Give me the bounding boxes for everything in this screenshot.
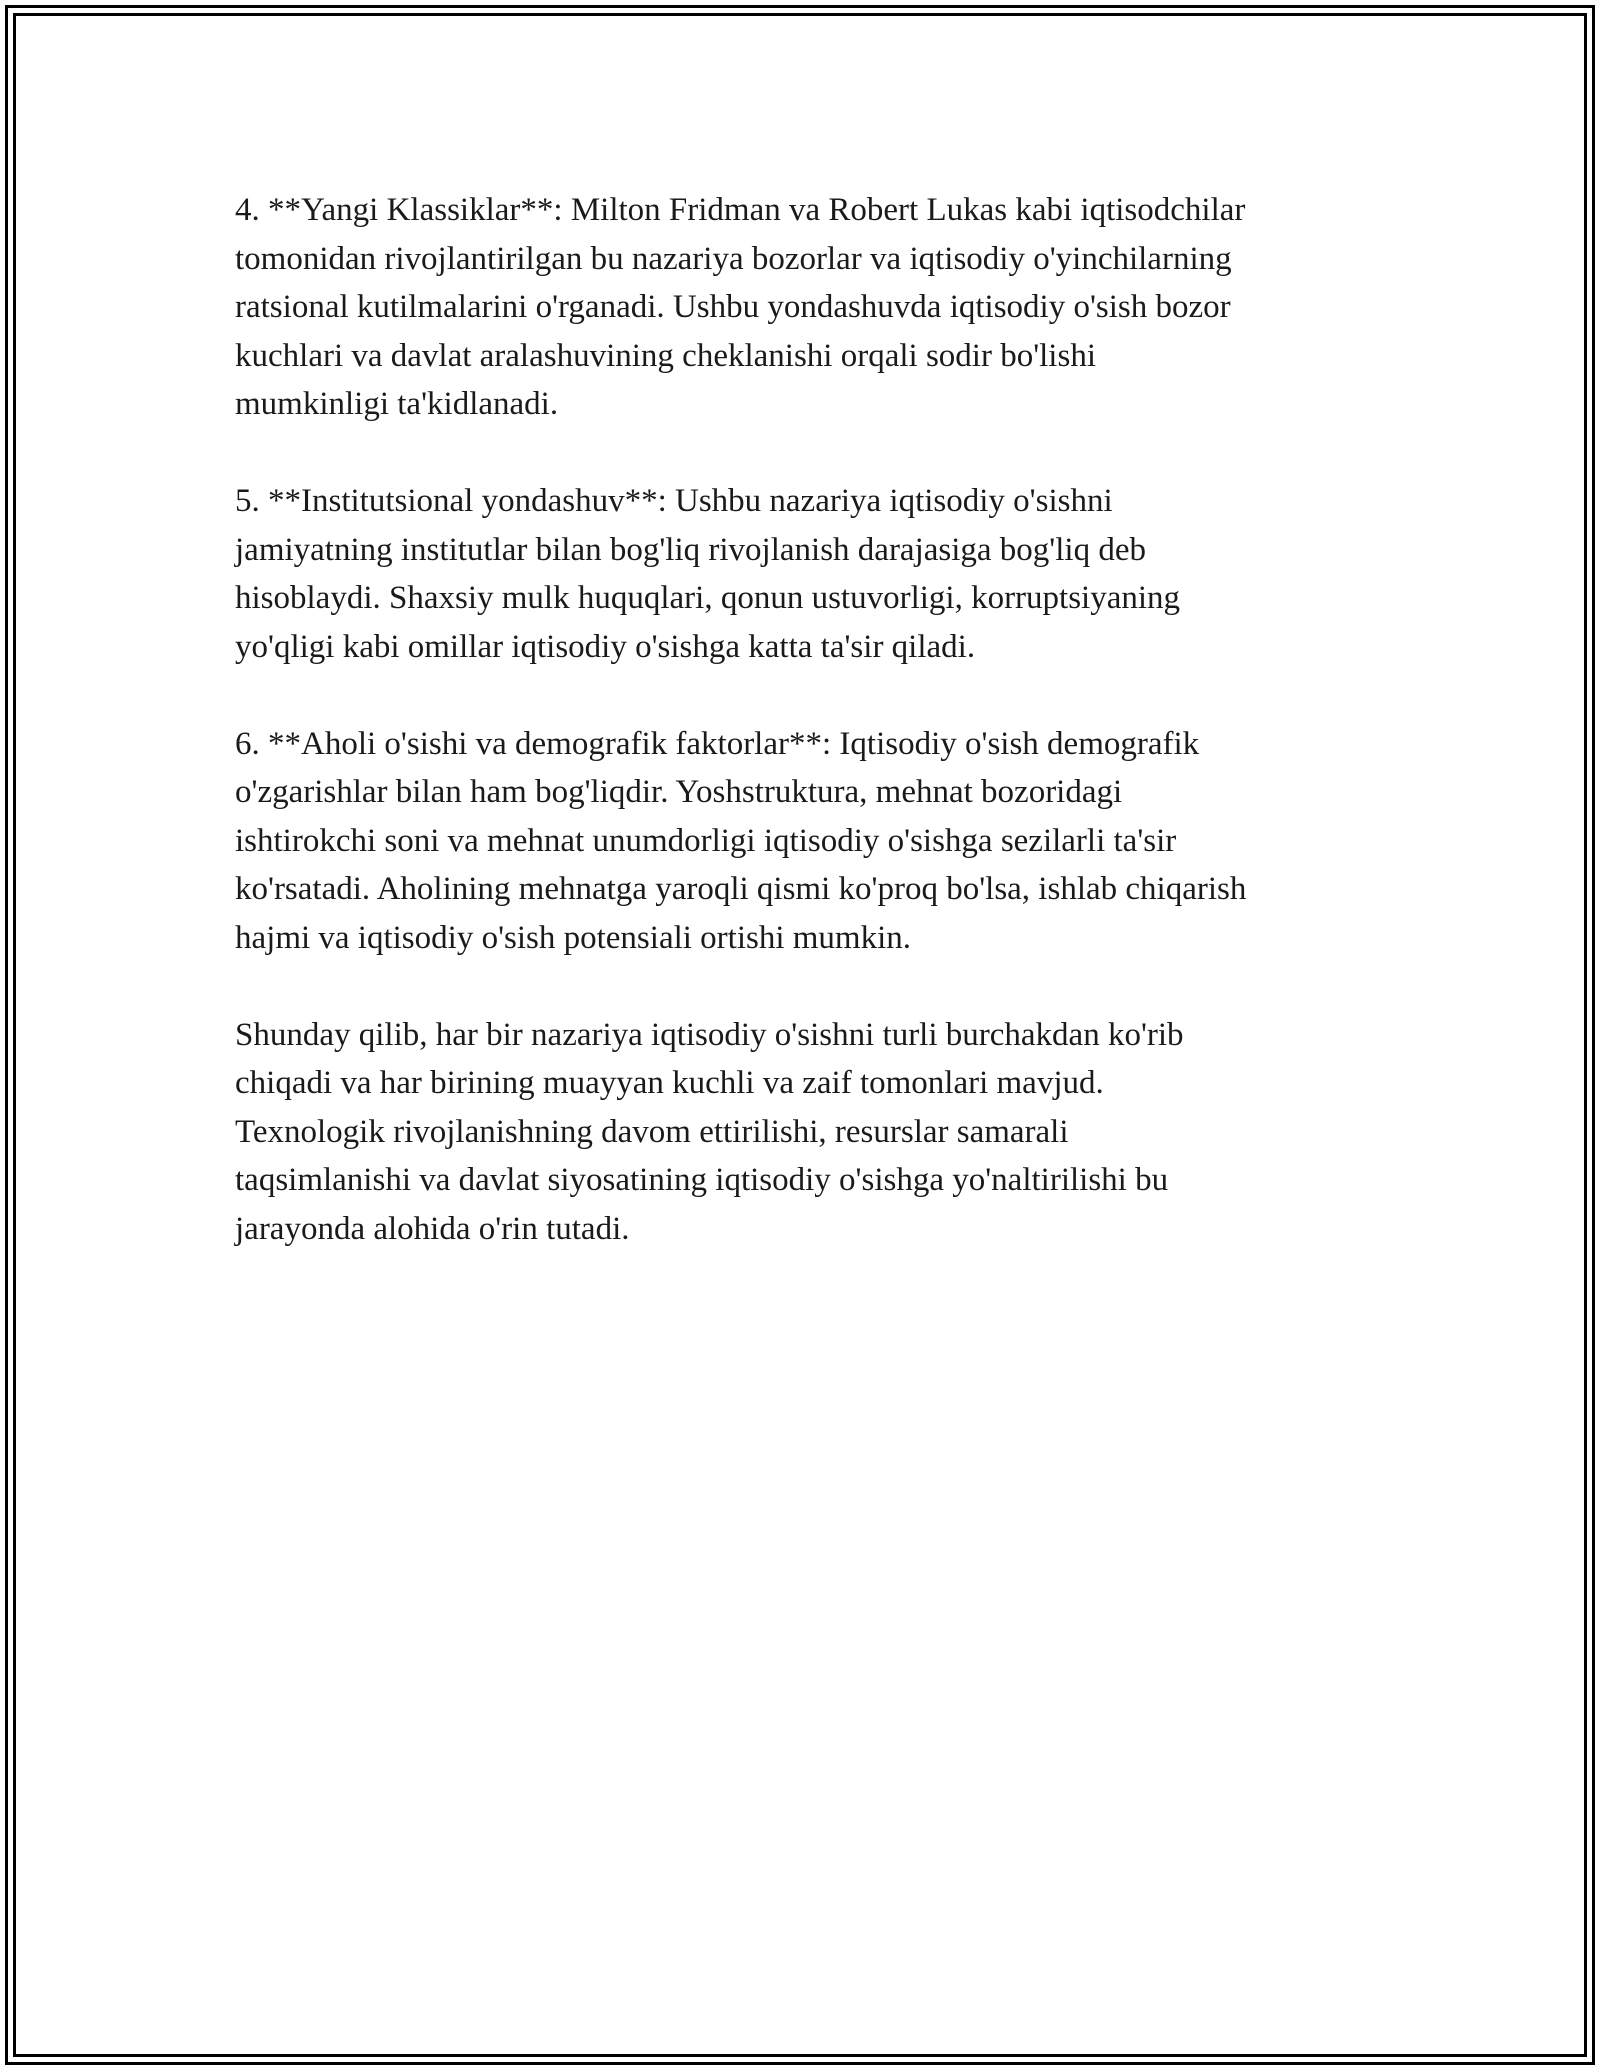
paragraph-yangi-klassiklar: 4. **Yangi Klassiklar**: Milton Fridman va Robert Lukas kabi iqtisodchilar tomonidan rivojlantirilgan bu nazariya bozorlar va iqtisodiy o'yinchilarning ratsional kutilmalarini o'rganadi. Ushbu yondashuvda iqtisodiy o'sish bozor kuchlari va davlat aralashuvining cheklanishi orqali sodir bo'lishi mumkinligi ta'kidlanadi. — [235, 192, 1246, 422]
paragraph-aholi-osishi: 6. **Aholi o'sishi va demografik faktorlar**: Iqtisodiy o'sish demografik o'zgarishlar bilan ham bog'liqdir. Yoshstruktura, mehnat bozoridagi ishtirokchi soni va mehnat unumdorligi iqtisodiy o'sishga sezilarli ta'sir ko'rsatadi. Aholining mehnatga yaroqli qismi ko'proq bo'lsa, ishlab chiqarish hajmi va iqtisodiy o'sish potensiali ortishi mumkin. — [235, 725, 1247, 956]
paragraph-conclusion: Shunday qilib, har bir nazariya iqtisodiy o'sishni turli burchakdan ko'rib chiqadi va har birining muayyan kuchli va zaif tomonlari mavjud. Texnologik rivojlanishning davom ettirilishi, resurslar samarali taqsimlanishi va davlat siyosatining iqtisodiy o'sishga yo'naltirilishi bu jarayonda alohida o'rin tutadi. — [235, 1016, 1184, 1247]
paragraph-institutsional-yondashuv: 5. **Institutsional yondashuv**: Ushbu nazariya iqtisodiy o'sishni jamiyatning institutlar bilan bog'liq rivojlanish darajasiga bog'liq deb hisoblaydi. Shaxsiy mulk huquqlari, qonun ustuvorligi, korruptsiyaning yo'qligi kabi omillar iqtisodiy o'sishga katta ta'sir qiladi. — [235, 483, 1181, 665]
document-body — [235, 186, 1375, 1302]
